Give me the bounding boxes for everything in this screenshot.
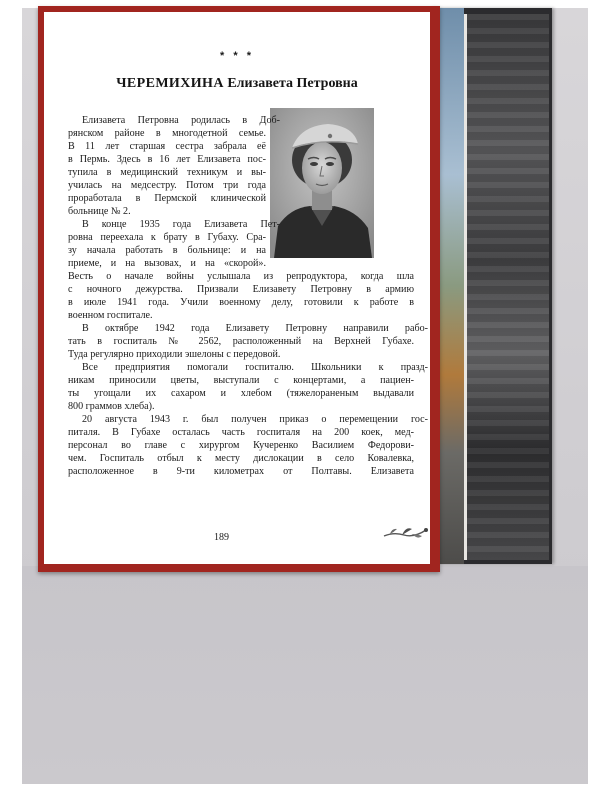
text-line: Елизавета Петровна родилась в Доб- [82,115,280,126]
title-surname: ЧЕРЕМИХИНА [116,76,224,91]
text-line: в июле 1941 года. Учили военному делу, готовили к работе в [68,297,414,308]
text-line: больнице № 2. [68,206,131,217]
scanner-background-lower [22,566,588,784]
page-title [44,76,430,92]
text-line: училась на медсестру. Потом три года [68,180,266,191]
text-line: с ночного дежурства. Призвали Елизавету Петровну в армию [68,284,414,295]
text-line: ровна переехала к брату в Губаху. Сра- [68,232,266,243]
text-line: проработала в Пермской клинической [68,193,266,204]
text-line: персонал во главе с хирургом Кучеренко Василием Федорови- [68,440,414,451]
text-line: В конце 1935 года Елизавета Пет- [82,219,280,230]
text-line: тупила в медицинский техникум и вы- [68,167,266,178]
text-line: питаля. В Губахе осталась часть госпиталя на 200 коек, мед- [68,427,414,438]
text-line: военном госпитале. [68,310,153,321]
text-line: Весть о начале войны услышала из репродуктора, когда шла [68,271,414,282]
text-line: Туда регулярно приходили эшелоны с передовой. [68,349,281,360]
text-line: В октябре 1942 года Елизавету Петровну направили рабо- [82,323,428,334]
text-line: чем. Госпиталь отбыл к месту дислокации в село Ковалевка, [68,453,414,464]
text-line: 20 августа 1943 г. был получен приказ о перемещении гос- [82,414,428,425]
text-line: в Пермь. Здесь в 16 лет Елизавета пос- [68,154,266,165]
text-line: ты угощали их сахаром и хлебом (тяжелораненым выдавали [68,388,414,399]
text-line: зу начала работать в больнице: и на [68,245,266,256]
text-line: рянском районе в многодетной семье. [68,128,266,139]
text-line: Все предприятия помогали госпиталю. Школьники к празд- [82,362,428,373]
text-line: 800 граммов хлеба). [68,401,155,412]
text-line: расположенное в 9-ти километрах от Полтавы. Елизавета [68,466,414,477]
text-line: В 11 лет старшая сестра забрала её [68,141,266,152]
background-book-photo [464,14,549,560]
text-line: тать в госпиталь № 2562, расположенный на Верхней Губахе. [68,336,414,347]
article-text [68,114,428,478]
title-given-names: Елизавета Петровна [227,76,358,91]
section-marker: * * * [220,50,254,62]
text-line: никам приносили цветы, выступали с концертами, а пациен- [68,375,414,386]
book-page [44,12,430,564]
page-number: 189 [214,532,229,543]
floral-ornament-icon [382,520,428,546]
text-line: приеме, и на вызовах, и на «скорой». [68,258,266,269]
